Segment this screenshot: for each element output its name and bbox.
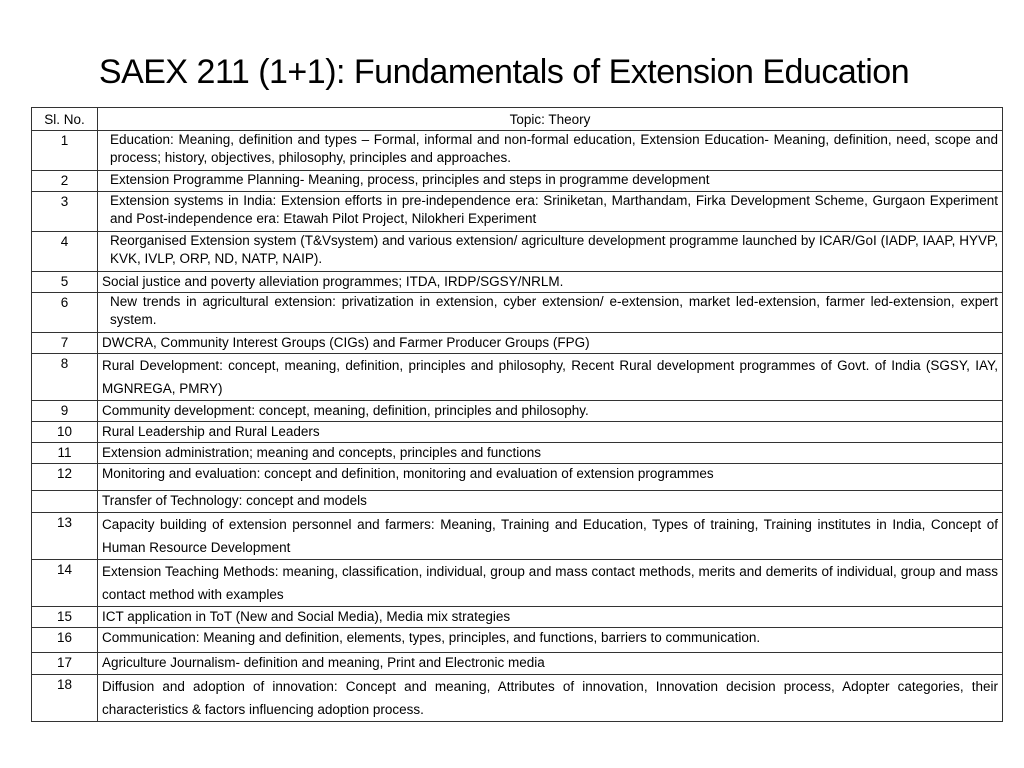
row-topic: Extension Teaching Methods: meaning, classification, individual, group and mass contact methods, merits and demerits of individual, group and mass contact method with examples	[98, 560, 1003, 607]
table-row	[32, 272, 1003, 293]
header-topic: Topic: Theory	[98, 108, 1003, 131]
table-row	[32, 675, 1003, 722]
table-row	[32, 192, 1003, 232]
row-topic: Extension systems in India: Extension efforts in pre-independence era: Sriniketan, Marthandam, Firka Development Scheme, Gurgaon Experiment and Post-independence era: Etawah Pilot Project, Nilokheri Experiment	[98, 192, 1003, 232]
table-header-row	[32, 108, 1003, 131]
row-topic: Monitoring and evaluation: concept and definition, monitoring and evaluation of extension programmes	[98, 464, 1003, 491]
row-number: 6	[32, 293, 98, 333]
row-number: 5	[32, 272, 98, 293]
table-row	[32, 464, 1003, 491]
table-row	[32, 171, 1003, 192]
table-row	[32, 333, 1003, 354]
row-topic: Rural Leadership and Rural Leaders	[98, 422, 1003, 443]
table-row	[32, 513, 1003, 560]
row-topic: Communication: Meaning and definition, elements, types, principles, and functions, barriers to communication.	[98, 628, 1003, 653]
row-topic: Social justice and poverty alleviation programmes; ITDA, IRDP/SGSY/NRLM.	[98, 272, 1003, 293]
row-number	[32, 491, 98, 513]
row-topic: Extension administration; meaning and concepts, principles and functions	[98, 443, 1003, 464]
table-row	[32, 443, 1003, 464]
row-number: 10	[32, 422, 98, 443]
row-topic: Extension Programme Planning- Meaning, process, principles and steps in programme development	[98, 171, 1003, 192]
row-topic: Rural Development: concept, meaning, definition, principles and philosophy, Recent Rural development programmes of Govt. of India (SGSY, IAY, MGNREGA, PMRY)	[98, 354, 1003, 401]
table-row	[32, 560, 1003, 607]
syllabus-table	[31, 107, 1003, 722]
row-number: 17	[32, 653, 98, 675]
row-number: 9	[32, 401, 98, 422]
row-number: 4	[32, 232, 98, 272]
row-number: 13	[32, 513, 98, 560]
row-topic: Agriculture Journalism- definition and meaning, Print and Electronic media	[98, 653, 1003, 675]
row-topic: Transfer of Technology: concept and models	[98, 491, 1003, 513]
header-sl-no: Sl. No.	[32, 108, 98, 131]
row-number: 15	[32, 607, 98, 628]
row-topic: Community development: concept, meaning, definition, principles and philosophy.	[98, 401, 1003, 422]
row-number: 7	[32, 333, 98, 354]
row-number: 14	[32, 560, 98, 607]
table-row	[32, 491, 1003, 513]
row-number: 12	[32, 464, 98, 491]
row-number: 8	[32, 354, 98, 401]
table-row	[32, 607, 1003, 628]
slide-title: SAEX 211 (1+1): Fundamentals of Extension Education	[98, 53, 910, 91]
table-row	[32, 232, 1003, 272]
table-row	[32, 293, 1003, 333]
table-row	[32, 628, 1003, 653]
table-row	[32, 401, 1003, 422]
table-row	[32, 653, 1003, 675]
table-row	[32, 422, 1003, 443]
row-topic: Capacity building of extension personnel and farmers: Meaning, Training and Education, Types of training, Training institutes in India, Concept of Human Resource Development	[98, 513, 1003, 560]
row-number: 16	[32, 628, 98, 653]
row-number: 3	[32, 192, 98, 232]
row-number: 1	[32, 131, 98, 171]
row-topic: DWCRA, Community Interest Groups (CIGs) and Farmer Producer Groups (FPG)	[98, 333, 1003, 354]
row-number: 18	[32, 675, 98, 722]
row-topic: New trends in agricultural extension: privatization in extension, cyber extension/ e-extension, market led-extension, farmer led-extension, expert system.	[98, 293, 1003, 333]
row-topic: Education: Meaning, definition and types – Formal, informal and non-formal education, Extension Education- Meaning, definition, need, scope and process; history, objectives, philosophy, principles and approaches.	[98, 131, 1003, 171]
row-number: 2	[32, 171, 98, 192]
row-topic: Diffusion and adoption of innovation: Concept and meaning, Attributes of innovation, Innovation decision process, Adopter categories, their characteristics & factors influencing adoption process.	[98, 675, 1003, 722]
row-number: 11	[32, 443, 98, 464]
row-topic: ICT application in ToT (New and Social Media), Media mix strategies	[98, 607, 1003, 628]
row-topic: Reorganised Extension system (T&Vsystem) and various extension/ agriculture development programme launched by ICAR/GoI (IADP, IAAP, HYVP, KVK, IVLP, ORP, ND, NATP, NAIP).	[98, 232, 1003, 272]
table-row	[32, 131, 1003, 171]
table-row	[32, 354, 1003, 401]
